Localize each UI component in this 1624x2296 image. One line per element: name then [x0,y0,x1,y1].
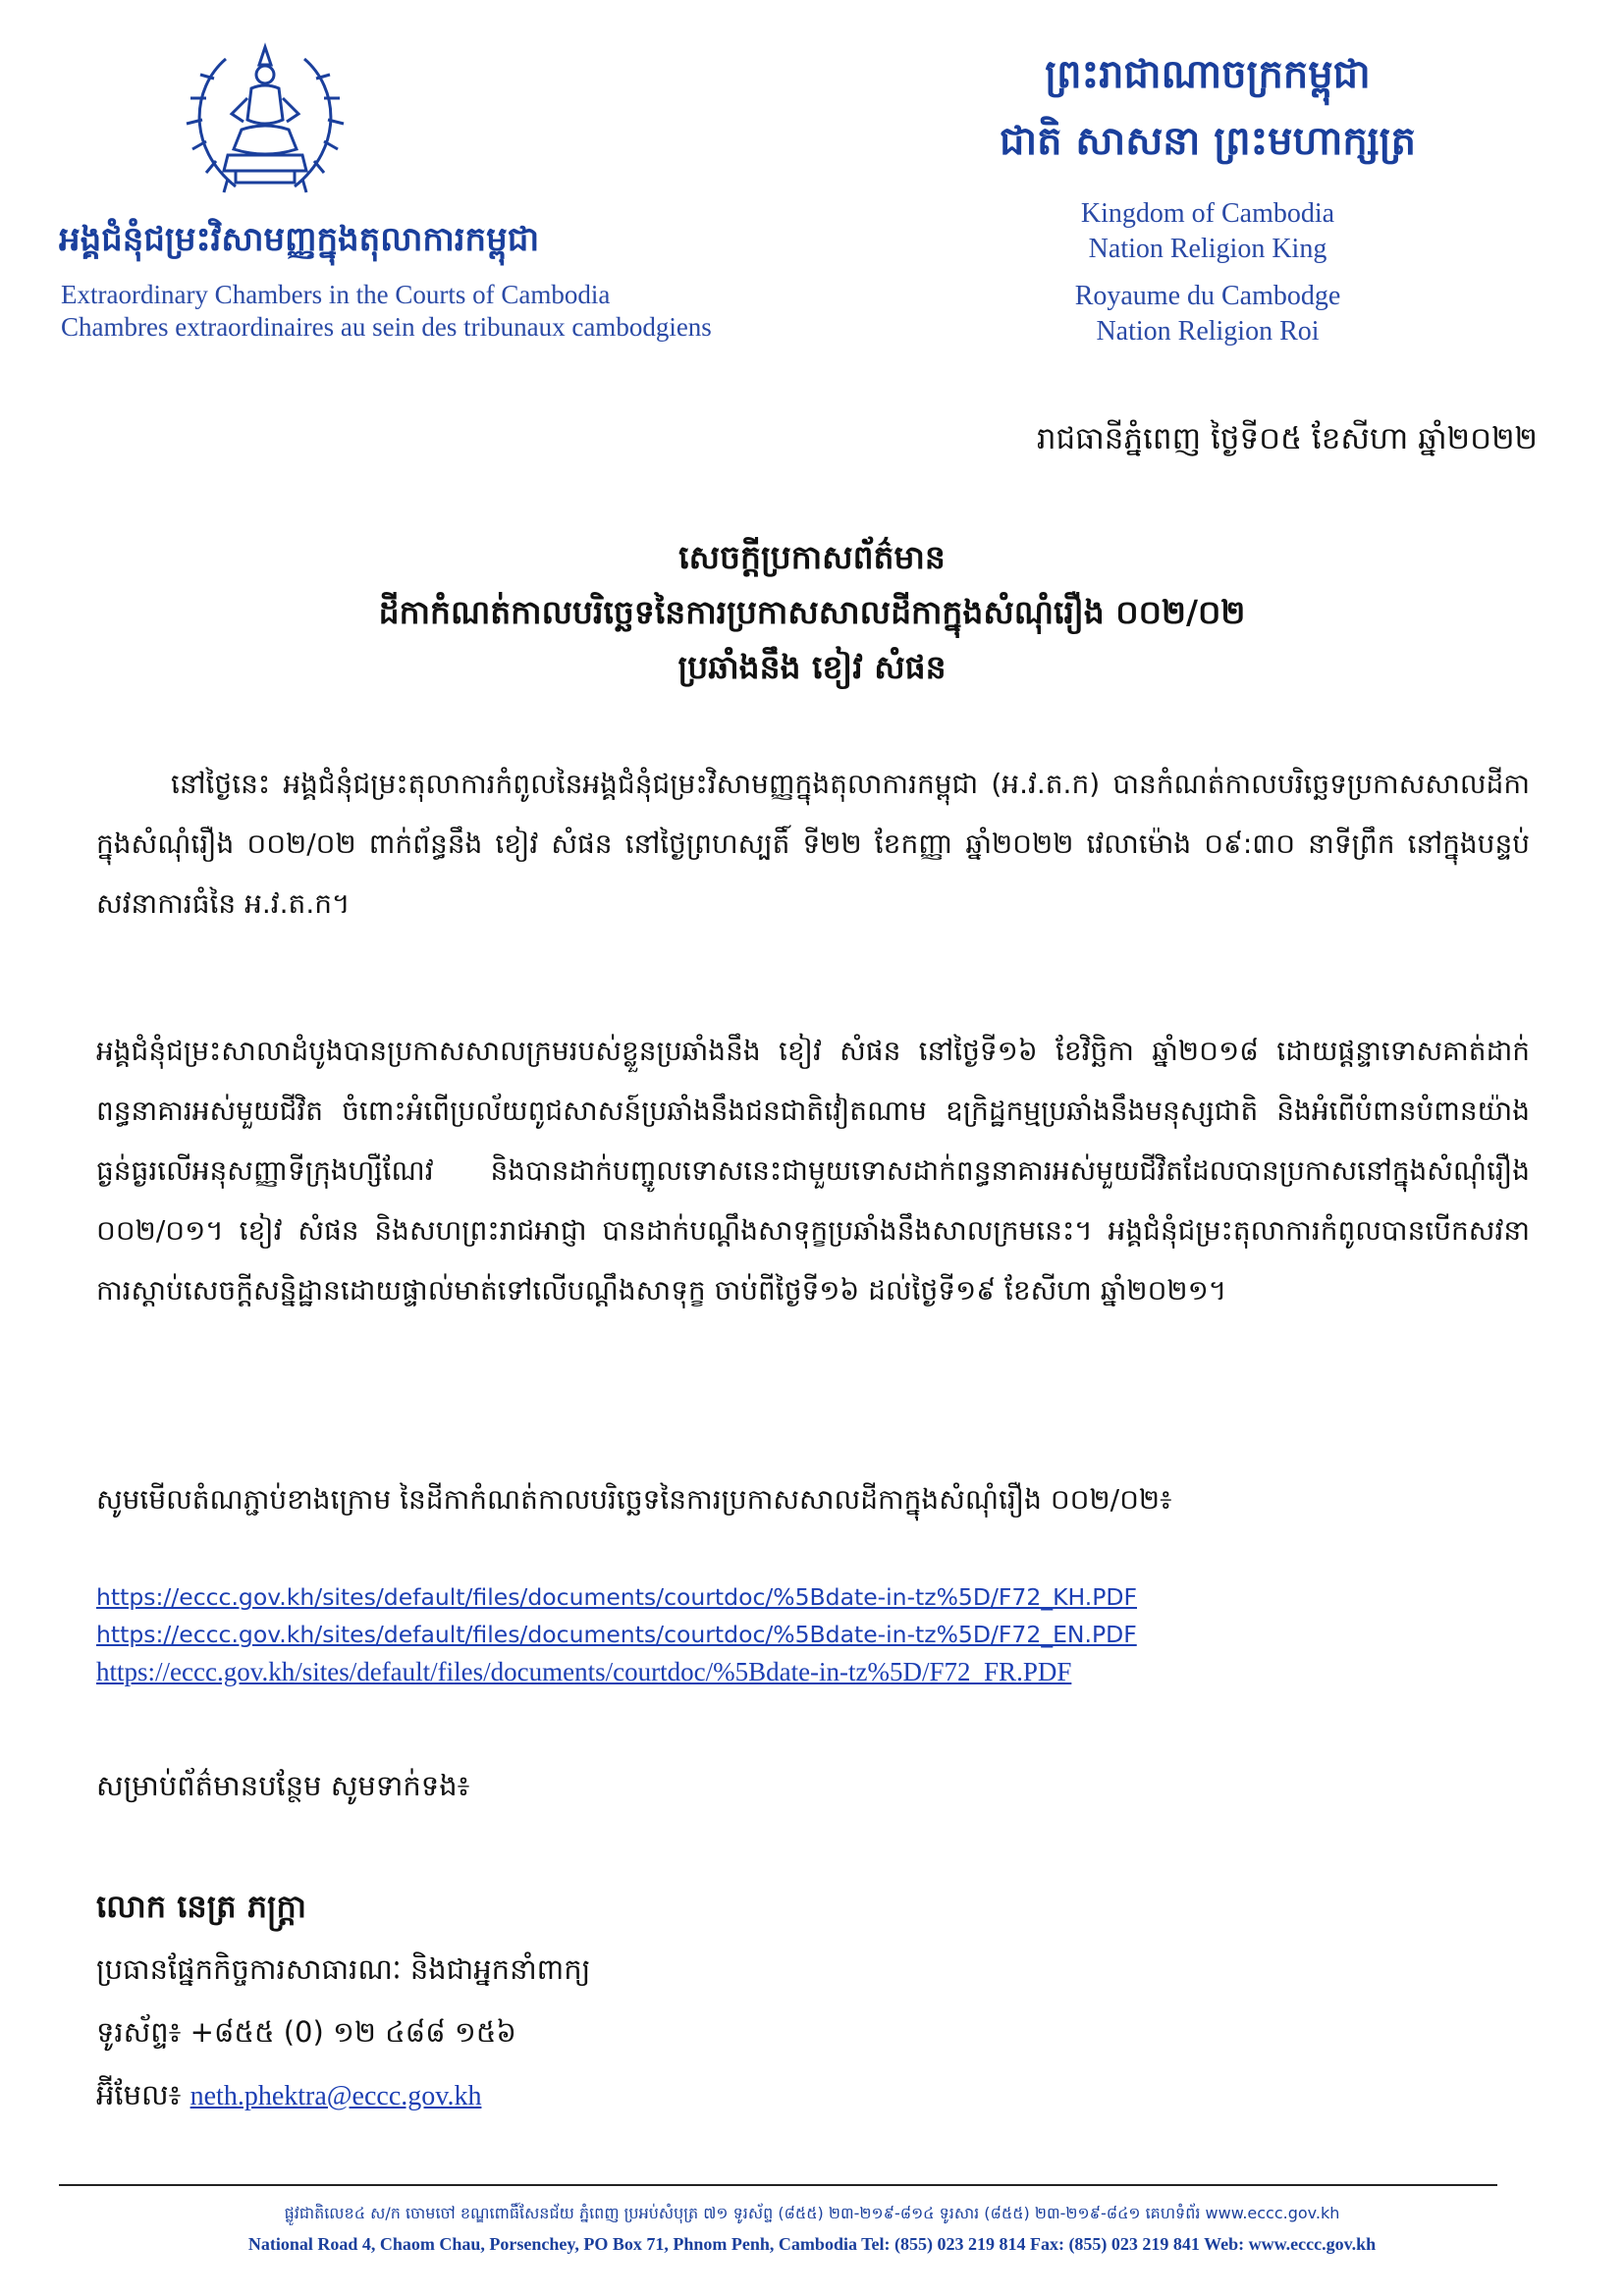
motto-fr: Nation Religion Roi [1096,316,1320,347]
kingdom-fr-block [943,279,1473,349]
org-name-fr: Chambres extraordinaires au sein des tribunaux cambodgiens [61,312,712,342]
link-kh-pdf[interactable]: https://eccc.gov.kh/sites/default/files/documents/courtdoc/%5Bdate-in-tz%5D/F72_KH.PDF [96,1583,1137,1611]
org-name-en: Extraordinary Chambers in the Courts of Cambodia [61,280,611,309]
title-block [0,530,1624,695]
footer-kh: ផ្លូវជាតិលេខ៤ ស/ក ចោមចៅ ខណ្ឌពោធិ៍សែនជ័យ ភ្នំពេញ ប្រអប់សំបុត្រ ៧១ ទូរស័ព្ទ (៨៥៥) ២៣-២១៩-៨១៤ ទូរសារ (៨៥៥) ២៣-២១៩-៨៤១ គេហទំព័រ www.eccc.gov.kh [284,2204,1340,2222]
more-info-label: សម្រាប់ព័ត៌មានបន្ថែម សូមទាក់ទង៖ [96,1769,470,1802]
kingdom-en-block [943,196,1473,267]
paragraph-2: អង្គជំនុំជម្រះសាលាដំបូងបានប្រកាសសាលក្រមរបស់ខ្លួនប្រឆាំងនឹង ខៀវ សំផន នៅថ្ងៃទី១៦ ខែវិច្ឆិកា ឆ្នាំ២០១៨ ដោយផ្តន្ទាទោសគាត់ដាក់ពន្ធនាគារអស់មួយជីវិត ចំពោះអំពើប្រល័យពូជសាសន៍ប្រឆាំងនឹងជនជាតិវៀតណាម ឧក្រិដ្ឋកម្មប្រឆាំងនឹងមនុស្សជាតិ និងអំពើបំពានបំពានយ៉ាងធ្ងន់ធ្ងរលើអនុសញ្ញាទីក្រុងហ្សឺណែវ និងបានដាក់បញ្ចូលទោសនេះជាមួយទោសដាក់ពន្ធនាគារអស់មួយជីវិតដែលបានប្រកាសនៅក្នុងសំណុំរឿង ០០២/០១។ ខៀវ សំផន និងសហព្រះរាជអាជ្ញា បានដាក់បណ្តឹងសាទុក្ខប្រឆាំងនឹងសាលក្រមនេះ។ អង្គជំនុំជម្រះតុលាការកំពូលបានបើកសវនាការស្តាប់សេចក្តីសន្និដ្ឋានដោយផ្ទាល់មាត់ទៅលើបណ្តឹងសាទុក្ខ ចាប់ពីថ្ងៃទី១៦ ដល់ថ្ងៃទី១៩ ខែសីហា ឆ្នាំ២០២១។ [96,1035,1530,1307]
date-line: រាជធានីភ្នំពេញ ថ្ងៃទី០៥ ខែសីហា ឆ្នាំ២០២២ [1036,421,1538,456]
title-line-1: សេចក្តីប្រកាសព័ត៌មាន [678,538,946,576]
kingdom-kh: ព្រះរាជាណាចក្រកម្ពុជា [1045,52,1371,97]
link-fr-pdf[interactable]: https://eccc.gov.kh/sites/default/files/documents/courtdoc/%5Bdate-in-tz%5D/F72_FR.PDF [96,1657,1072,1686]
footer-divider [59,2184,1497,2186]
email-label: អ៊ីមែល៖ [96,2078,182,2111]
kingdom-fr: Royaume du Cambodge [1074,281,1341,311]
kingdom-en: Kingdom of Cambodia [1080,198,1335,229]
contact-phone: ទូរស័ព្ទ៖ +៨៥៥ (0) ១២ ៤៨៨ ១៥៦ [96,2015,516,2049]
title-line-3: ប្រឆាំងនឹង ខៀវ សំផន [677,648,947,686]
org-name-kh: អង្គជំនុំជម្រះវិសាមញ្ញក្នុងតុលាការកម្ពុជា [59,220,540,259]
contact-email-row [96,2063,590,2128]
document-links [96,1578,1137,1690]
title-line-2: ដីកាកំណត់កាលបរិច្ឆេទនៃការប្រកាសសាលដីកាក្នុងសំណុំរឿង ០០២/០២ [378,593,1246,631]
paragraph-1: នៅថ្ងៃនេះ អង្គជំនុំជម្រះតុលាការកំពូលនៃអង្គជំនុំជម្រះវិសាមញ្ញក្នុងតុលាការកម្ពុជា (អ.វ.ត.ក) បានកំណត់កាលបរិច្ឆេទប្រកាសសាលដីកាក្នុងសំណុំរឿង ០០២/០២ ពាក់ព័ន្ធនឹង ខៀវ សំផន នៅថ្ងៃព្រហស្បតិ៍ ទី២២ ខែកញ្ញា ឆ្នាំ២០២២ វេលាម៉ោង ០៩:៣០ នាទីព្រឹក នៅក្នុងបន្ទប់សវនាការធំនៃ អ.វ.ត.ក។ [96,768,1530,920]
footer-en: National Road 4, Chaom Chau, Porsenchey, PO Box 71, Phnom Penh, Cambodia Tel: (855) 023 219 814 Fax: (855) 023 219 841 Web: www.eccc.gov.kh [247,2234,1377,2254]
motto-en: Nation Religion King [1088,234,1327,264]
contact-role: ប្រធានផ្នែកកិច្ចការសាធារណៈ និងជាអ្នកនាំពាក្យ [96,1952,591,1986]
motto-kh: ជាតិ សាសនា ព្រះមហាក្សត្រ [1000,119,1416,164]
contact-name: លោក នេត្រ ភក្ត្រា [96,1888,306,1925]
eccc-emblem-icon [167,39,363,211]
contact-block [96,1875,590,2128]
contact-email-link[interactable]: neth.phektra@eccc.gov.kh [189,2081,482,2111]
paragraph-3: សូមមើលតំណភ្ជាប់ខាងក្រោម នៃដីកាកំណត់កាលបរិច្ឆេទនៃការប្រកាសសាលដីកាក្នុងសំណុំរឿង ០០២/០២៖ [96,1483,1172,1516]
link-en-pdf[interactable]: https://eccc.gov.kh/sites/default/files/documents/courtdoc/%5Bdate-in-tz%5D/F72_EN.PDF [96,1621,1137,1648]
